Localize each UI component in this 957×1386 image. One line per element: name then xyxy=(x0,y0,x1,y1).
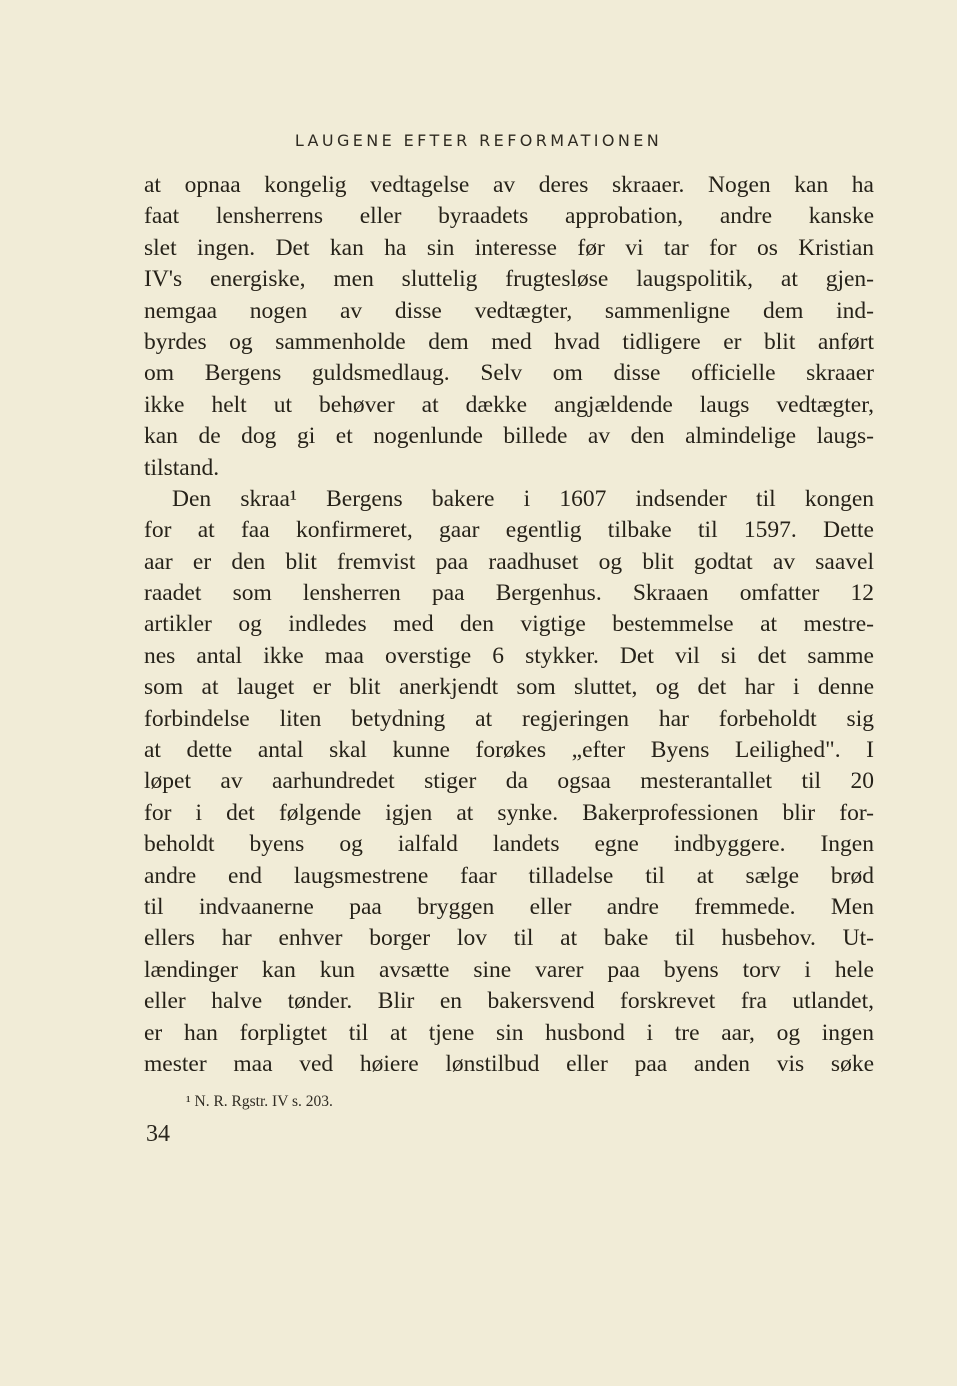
text-line: faat lensherrens eller byraadets approbation, andre kanske xyxy=(144,203,874,230)
text-line: beholdt byens og ialfald landets egne indbyggere. Ingen xyxy=(144,831,874,858)
text-line: byrdes og sammenholde dem med hvad tidligere er blit anført xyxy=(144,328,874,355)
text-line: tilstand. xyxy=(144,454,220,481)
text-line: IV's energiske, men sluttelig frugtesløse laugspolitik, at gjen- xyxy=(144,266,874,293)
text-line: som at lauget er blit anerkjendt som sluttet, og det har i denne xyxy=(144,674,874,701)
running-head: LAUGENE EFTER REFORMATIONEN xyxy=(294,131,663,150)
text-line: raadet som lensherren paa Bergenhus. Skraaen omfatter 12 xyxy=(144,580,874,607)
text-line: ellers har enhver borger lov til at bake til husbehov. Ut- xyxy=(144,925,874,952)
text-line: kan de dog gi et nogenlunde billede av den almindelige laugs- xyxy=(144,423,874,450)
text-line: mester maa ved høiere lønstilbud eller paa anden vis søke xyxy=(144,1050,874,1077)
text-line: nes antal ikke maa overstige 6 stykker. Det vil si det samme xyxy=(144,642,874,669)
text-line: eller halve tønder. Blir en bakersvend forskrevet fra utlandet, xyxy=(144,988,874,1015)
text-line: for at faa konfirmeret, gaar egentlig tilbake til 1597. Dette xyxy=(144,517,874,544)
text-line: lændinger kan kun avsætte sine varer paa byens torv i hele xyxy=(144,956,874,983)
text-line: at dette antal skal kunne forøkes „efter Byens Leilighed". I xyxy=(144,737,874,764)
text-line: om Bergens guldsmedlaug. Selv om disse officielle skraaer xyxy=(144,360,874,387)
text-line: slet ingen. Det kan ha sin interesse før vi tar for os Kristian xyxy=(144,234,874,261)
text-line: at opnaa kongelig vedtagelse av deres skraaer. Nogen kan ha xyxy=(144,172,874,198)
text-line: andre end laugsmestrene faar tilladelse til at sælge brød xyxy=(144,862,874,889)
body-text xyxy=(144,170,874,1080)
text-line: forbindelse liten betydning at regjeringen har forbeholdt sig xyxy=(144,705,874,732)
text-line: nemgaa nogen av disse vedtægter, sammenligne dem ind- xyxy=(144,297,874,324)
footnote: ¹ N. R. Rgstr. IV s. 203. xyxy=(186,1093,333,1110)
text-line: artikler og indledes med den vigtige bestemmelse at mestre- xyxy=(144,611,874,638)
text-line: til indvaanerne paa bryggen eller andre fremmede. Men xyxy=(144,893,874,920)
page-number: 34 xyxy=(146,1121,170,1147)
text-line: aar er den blit fremvist paa raadhuset og blit godtat av saavel xyxy=(144,548,874,575)
text-line: Den skraa¹ Bergens bakere i 1607 indsender til kongen xyxy=(172,485,874,512)
text-line: for i det følgende igjen at synke. Bakerprofessionen blir for- xyxy=(144,799,874,826)
text-line: er han forpligtet til at tjene sin husbond i tre aar, og ingen xyxy=(144,1019,874,1046)
text-line: løpet av aarhundredet stiger da ogsaa mesterantallet til 20 xyxy=(144,768,874,795)
text-line: ikke helt ut behøver at dække angjældende laugs vedtægter, xyxy=(144,391,874,418)
